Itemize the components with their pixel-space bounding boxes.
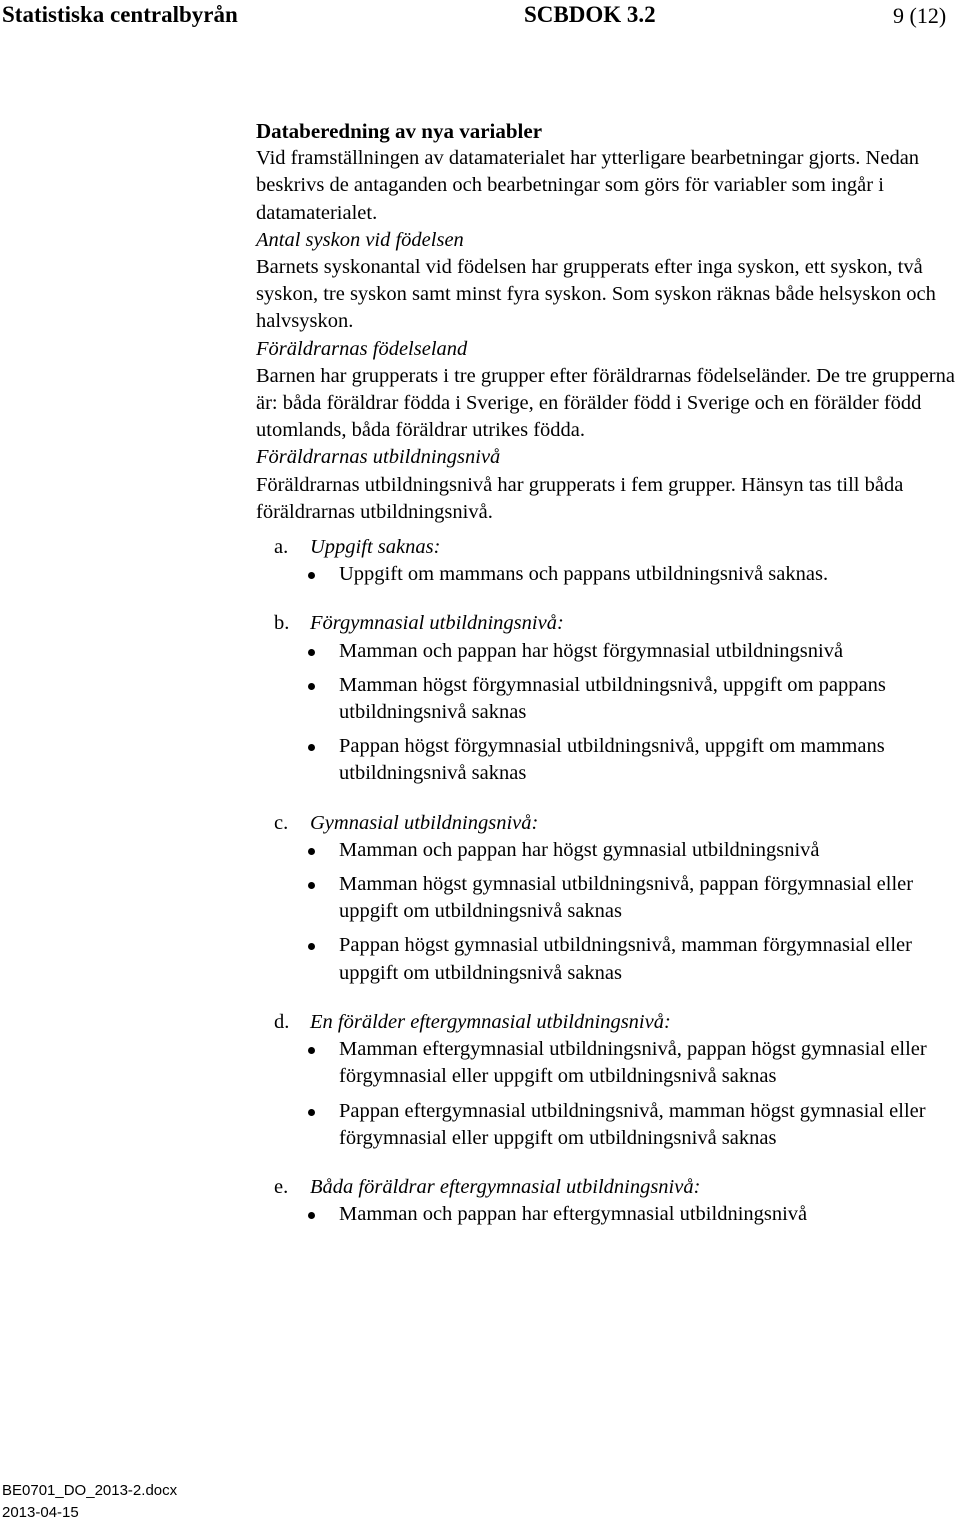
section-title: Databeredning av nya variabler [256,119,543,143]
group-letter: e. [274,1175,289,1198]
group-letter: a. [274,536,289,559]
group-a [256,534,956,588]
footer-date: 2013-04-15 [2,1504,79,1521]
page-footer [2,1480,177,1524]
group-title: Båda föräldrar eftergymnasial utbildningsnivå: [310,1175,701,1198]
bullet-list [256,1036,956,1152]
utbildning-heading: Föräldrarnas utbildningsnivå [256,446,501,469]
bullet-icon [308,744,315,751]
list-item [256,561,956,588]
group-heading [274,610,960,637]
section-intro: Vid framställningen av datamaterialet har ytterligare bearbetningar gjorts. Nedan beskrivs de antaganden och bearbetningar som görs för variabler som ingår i datamaterialet. [256,147,920,224]
list-item [256,1098,956,1152]
group-title: Gymnasial utbildningsnivå: [310,811,539,834]
group-title: Uppgift saknas: [310,536,441,559]
fodelseland-heading: Föräldrarnas födelseland [256,337,468,360]
utbildning-text: Föräldrarnas utbildningsnivå har grupperats i fem grupper. Hänsyn tas till båda föräldrarnas utbildningsnivå. [256,473,904,523]
education-groups [256,534,956,1228]
group-c [256,810,956,987]
group-heading [274,1174,960,1201]
document-id: SCBDOK 3.2 [524,2,656,27]
list-item [256,672,956,726]
list-item [256,638,956,665]
group-b [256,610,956,787]
list-item-text: Mamman och pappan har högst gymnasial utbildningsnivå [339,838,820,861]
document-body [256,118,956,1228]
bullet-list [256,1201,956,1228]
bullet-list [256,561,956,588]
list-item [256,932,956,986]
bullet-icon [308,1109,315,1116]
list-item [256,871,956,925]
bullet-icon [308,1212,315,1219]
list-item [256,733,956,787]
list-item-text: Mamman eftergymnasial utbildningsnivå, pappan högst gymnasial eller förgymnasial eller uppgift om utbildningsnivå saknas [339,1038,927,1088]
list-item [256,837,956,864]
fodelseland-text: Barnen har grupperats i tre grupper efter föräldrarnas födelseländer. De tre grupperna är: båda föräldrar födda i Sverige, en förälder född i Sverige och en förälder född utomlands, båda föräldrar utrikes födda. [256,364,955,442]
list-item [256,1036,956,1090]
bullet-icon [308,649,315,656]
group-letter: d. [274,1010,290,1033]
bullet-icon [308,1047,315,1054]
group-title: Förgymnasial utbildningsnivå: [310,612,564,635]
organization-name: Statistiska centralbyrån [2,2,238,27]
bullet-icon [308,882,315,889]
page-number: 9 (12) [893,3,947,28]
group-letter: c. [274,811,289,834]
bullet-list [256,837,956,987]
list-item [256,1201,956,1228]
list-item-text: Mamman högst förgymnasial utbildningsnivå, uppgift om pappans utbildningsnivå saknas [339,673,886,724]
syskon-heading: Antal syskon vid födelsen [256,228,464,251]
group-letter: b. [274,612,290,635]
group-title: En förälder eftergymnasial utbildningsnivå: [310,1010,671,1033]
footer-filename: BE0701_DO_2013-2.docx [2,1482,178,1499]
list-item-text: Mamman och pappan har högst förgymnasial utbildningsnivå [339,639,844,662]
list-item-text: Mamman och pappan har eftergymnasial utbildningsnivå [339,1203,808,1226]
bullet-icon [308,683,315,690]
page-header [0,0,960,30]
group-heading [274,1009,960,1036]
bullet-icon [308,572,315,579]
list-item-text: Uppgift om mammans och pappans utbildningsnivå saknas. [339,563,829,586]
group-e [256,1174,956,1228]
list-item-text: Mamman högst gymnasial utbildningsnivå, pappan förgymnasial eller uppgift om utbildningsnivå saknas [339,873,914,923]
syskon-text: Barnets syskonantal vid födelsen har grupperats efter inga syskon, ett syskon, två syskon, tre syskon samt minst fyra syskon. Som syskon räknas både helsyskon och halvsyskon. [256,256,936,333]
bullet-list [256,638,956,788]
group-d [256,1009,956,1152]
group-heading [274,534,960,561]
list-item-text: Pappan högst förgymnasial utbildningsnivå, uppgift om mammans utbildningsnivå saknas [339,735,885,785]
bullet-icon [308,848,315,855]
bullet-icon [308,943,315,950]
group-heading [274,810,960,837]
list-item-text: Pappan högst gymnasial utbildningsnivå, mamman förgymnasial eller uppgift om utbildningsnivå saknas [339,934,912,984]
list-item-text: Pappan eftergymnasial utbildningsnivå, mamman högst gymnasial eller förgymnasial eller uppgift om utbildningsnivå saknas [339,1099,926,1149]
